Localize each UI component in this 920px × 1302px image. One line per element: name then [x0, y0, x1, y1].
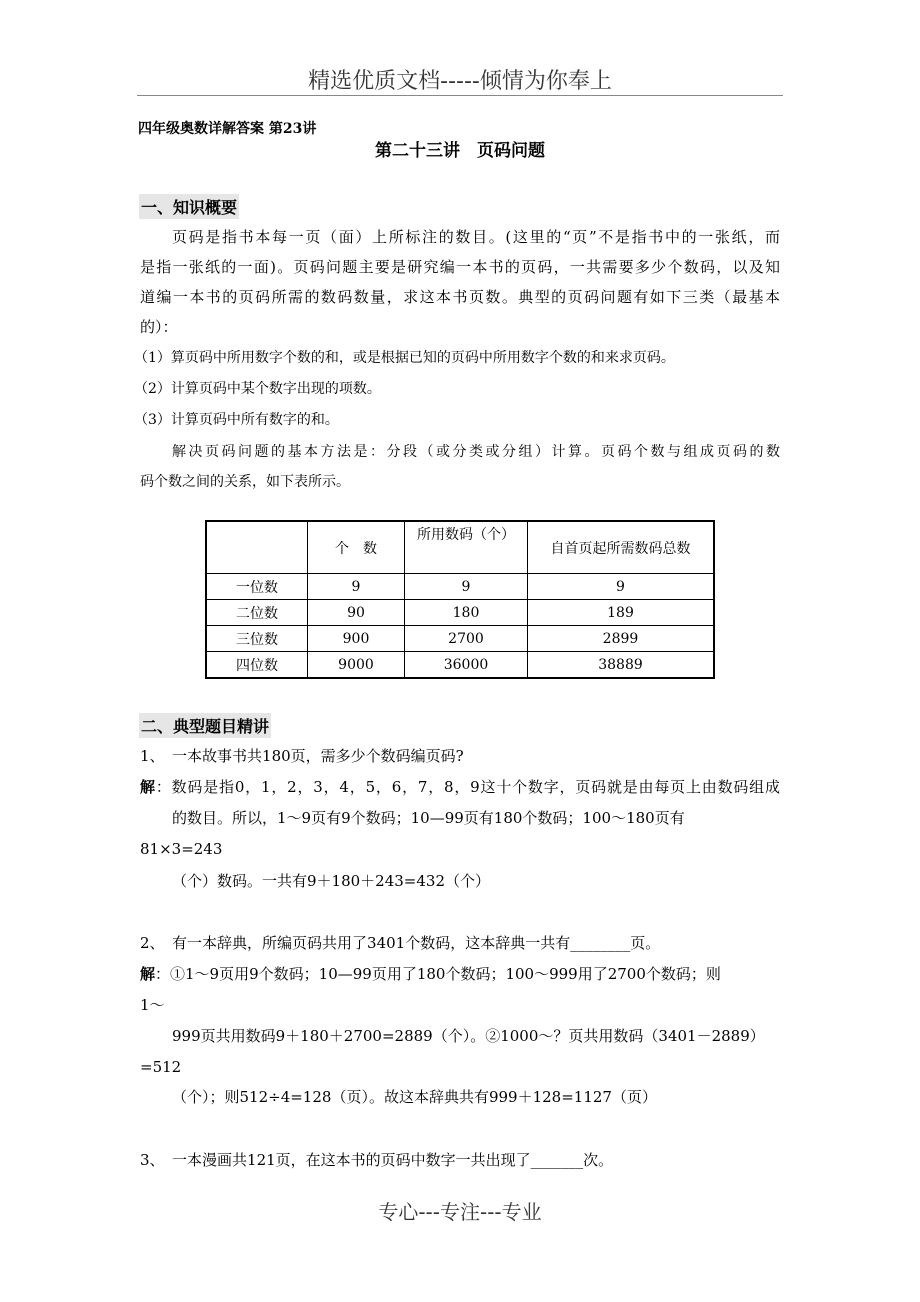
cell: 38889	[528, 652, 715, 679]
page-footer: 专心---专注---专业	[378, 1200, 542, 1224]
question: 2、 有一本辞典，所编页码共用了3401个数码，这本辞典一共有________页。	[140, 934, 661, 952]
header-cell: 所用数码（个）	[405, 521, 528, 574]
list-item: （1）算页码中所用数字个数的和，或是根据已知的页码中所用数字个数的和来求页码。	[134, 350, 675, 366]
header-cell	[206, 521, 308, 574]
cell: 189	[528, 600, 715, 626]
paragraph-line: 页码是指书本每一页（面）上所标注的数目。(这里的“页”不是指书中的一张纸，而	[172, 228, 780, 246]
cell: 2899	[528, 626, 715, 652]
cell: 9	[405, 574, 528, 600]
header-cell: 个 数	[308, 521, 405, 574]
subtitle: 四年级奥数详解答案 第23讲	[138, 121, 317, 137]
answer-line: 999页共用数码9＋180＋2700=2889（个）。②1000～？页共用数码（3401－2889）	[172, 1027, 765, 1045]
answer-text: ：①1～9页用9个数码；10—99页用了180个数码；100～999用了2700个数码；则	[155, 965, 721, 983]
cell: 36000	[405, 652, 528, 679]
paragraph-line: 是指一张纸的一面)。页码问题主要是研究编一本书的页码，一共需要多少个数码，以及知	[140, 258, 780, 276]
paragraph-line: 码个数之间的关系，如下表所示。	[140, 474, 350, 490]
digit-count-table	[205, 520, 715, 679]
cell: 9	[308, 574, 405, 600]
section-heading: 二、典型题目精讲	[139, 713, 271, 738]
row-label: 三位数	[206, 626, 308, 652]
answer-line: =512	[140, 1058, 182, 1076]
row-label: 四位数	[206, 652, 308, 679]
answer-label: 解	[140, 778, 156, 796]
answer-text: ：数码是指0，1，2，3，4，5，6，7，8，9这十个数字，页码就是由每页上由数码组成	[155, 778, 780, 796]
answer-line: 81×3=243	[140, 840, 223, 858]
answer-label: 解	[140, 965, 156, 983]
answer-line: 的数目。所以，1～9页有9个数码；10—99页有180个数码；100～180页有	[172, 809, 685, 827]
answer-line	[140, 778, 780, 796]
cell: 180	[405, 600, 528, 626]
table-row	[206, 600, 714, 626]
table-header-row	[206, 521, 714, 574]
list-item: （2）计算页码中某个数字出现的项数。	[134, 381, 381, 397]
answer-line: （个）；则512÷4=128（页）。故这本辞典共有999＋128=1127（页）	[172, 1088, 657, 1106]
table-row	[206, 574, 714, 600]
table-row	[206, 652, 714, 679]
row-label: 二位数	[206, 600, 308, 626]
list-item: （3）计算页码中所有数字的和。	[134, 412, 339, 428]
page-header: 精选优质文档-----倾情为你奉上	[308, 69, 612, 94]
answer-line: （个）数码。一共有9＋180＋243=432（个）	[172, 872, 491, 890]
section-heading: 一、知识概要	[139, 194, 239, 219]
paragraph-line: 道编一本书的页码所需的数码数量，求这本书页数。典型的页码问题有如下三类（最基本	[140, 288, 780, 306]
question: 1、 一本故事书共180页，需多少个数码编页码?	[140, 747, 464, 765]
paragraph-line: 的）：	[140, 318, 178, 336]
table-row	[206, 626, 714, 652]
page-title: 第二十三讲 页码问题	[375, 141, 545, 161]
cell: 9	[528, 574, 715, 600]
header-cell: 自首页起所需数码总数	[528, 521, 715, 574]
cell: 9000	[308, 652, 405, 679]
cell: 900	[308, 626, 405, 652]
paragraph-line: 解决页码问题的基本方法是：分段（或分类或分组）计算。页码个数与组成页码的数	[172, 444, 780, 460]
header-divider	[137, 95, 783, 96]
answer-line: 1～	[140, 996, 165, 1014]
row-label: 一位数	[206, 574, 308, 600]
question: 3、 一本漫画共121页，在这本书的页码中数字一共出现了_______次。	[140, 1151, 614, 1169]
cell: 2700	[405, 626, 528, 652]
answer-line	[140, 965, 721, 983]
cell: 90	[308, 600, 405, 626]
